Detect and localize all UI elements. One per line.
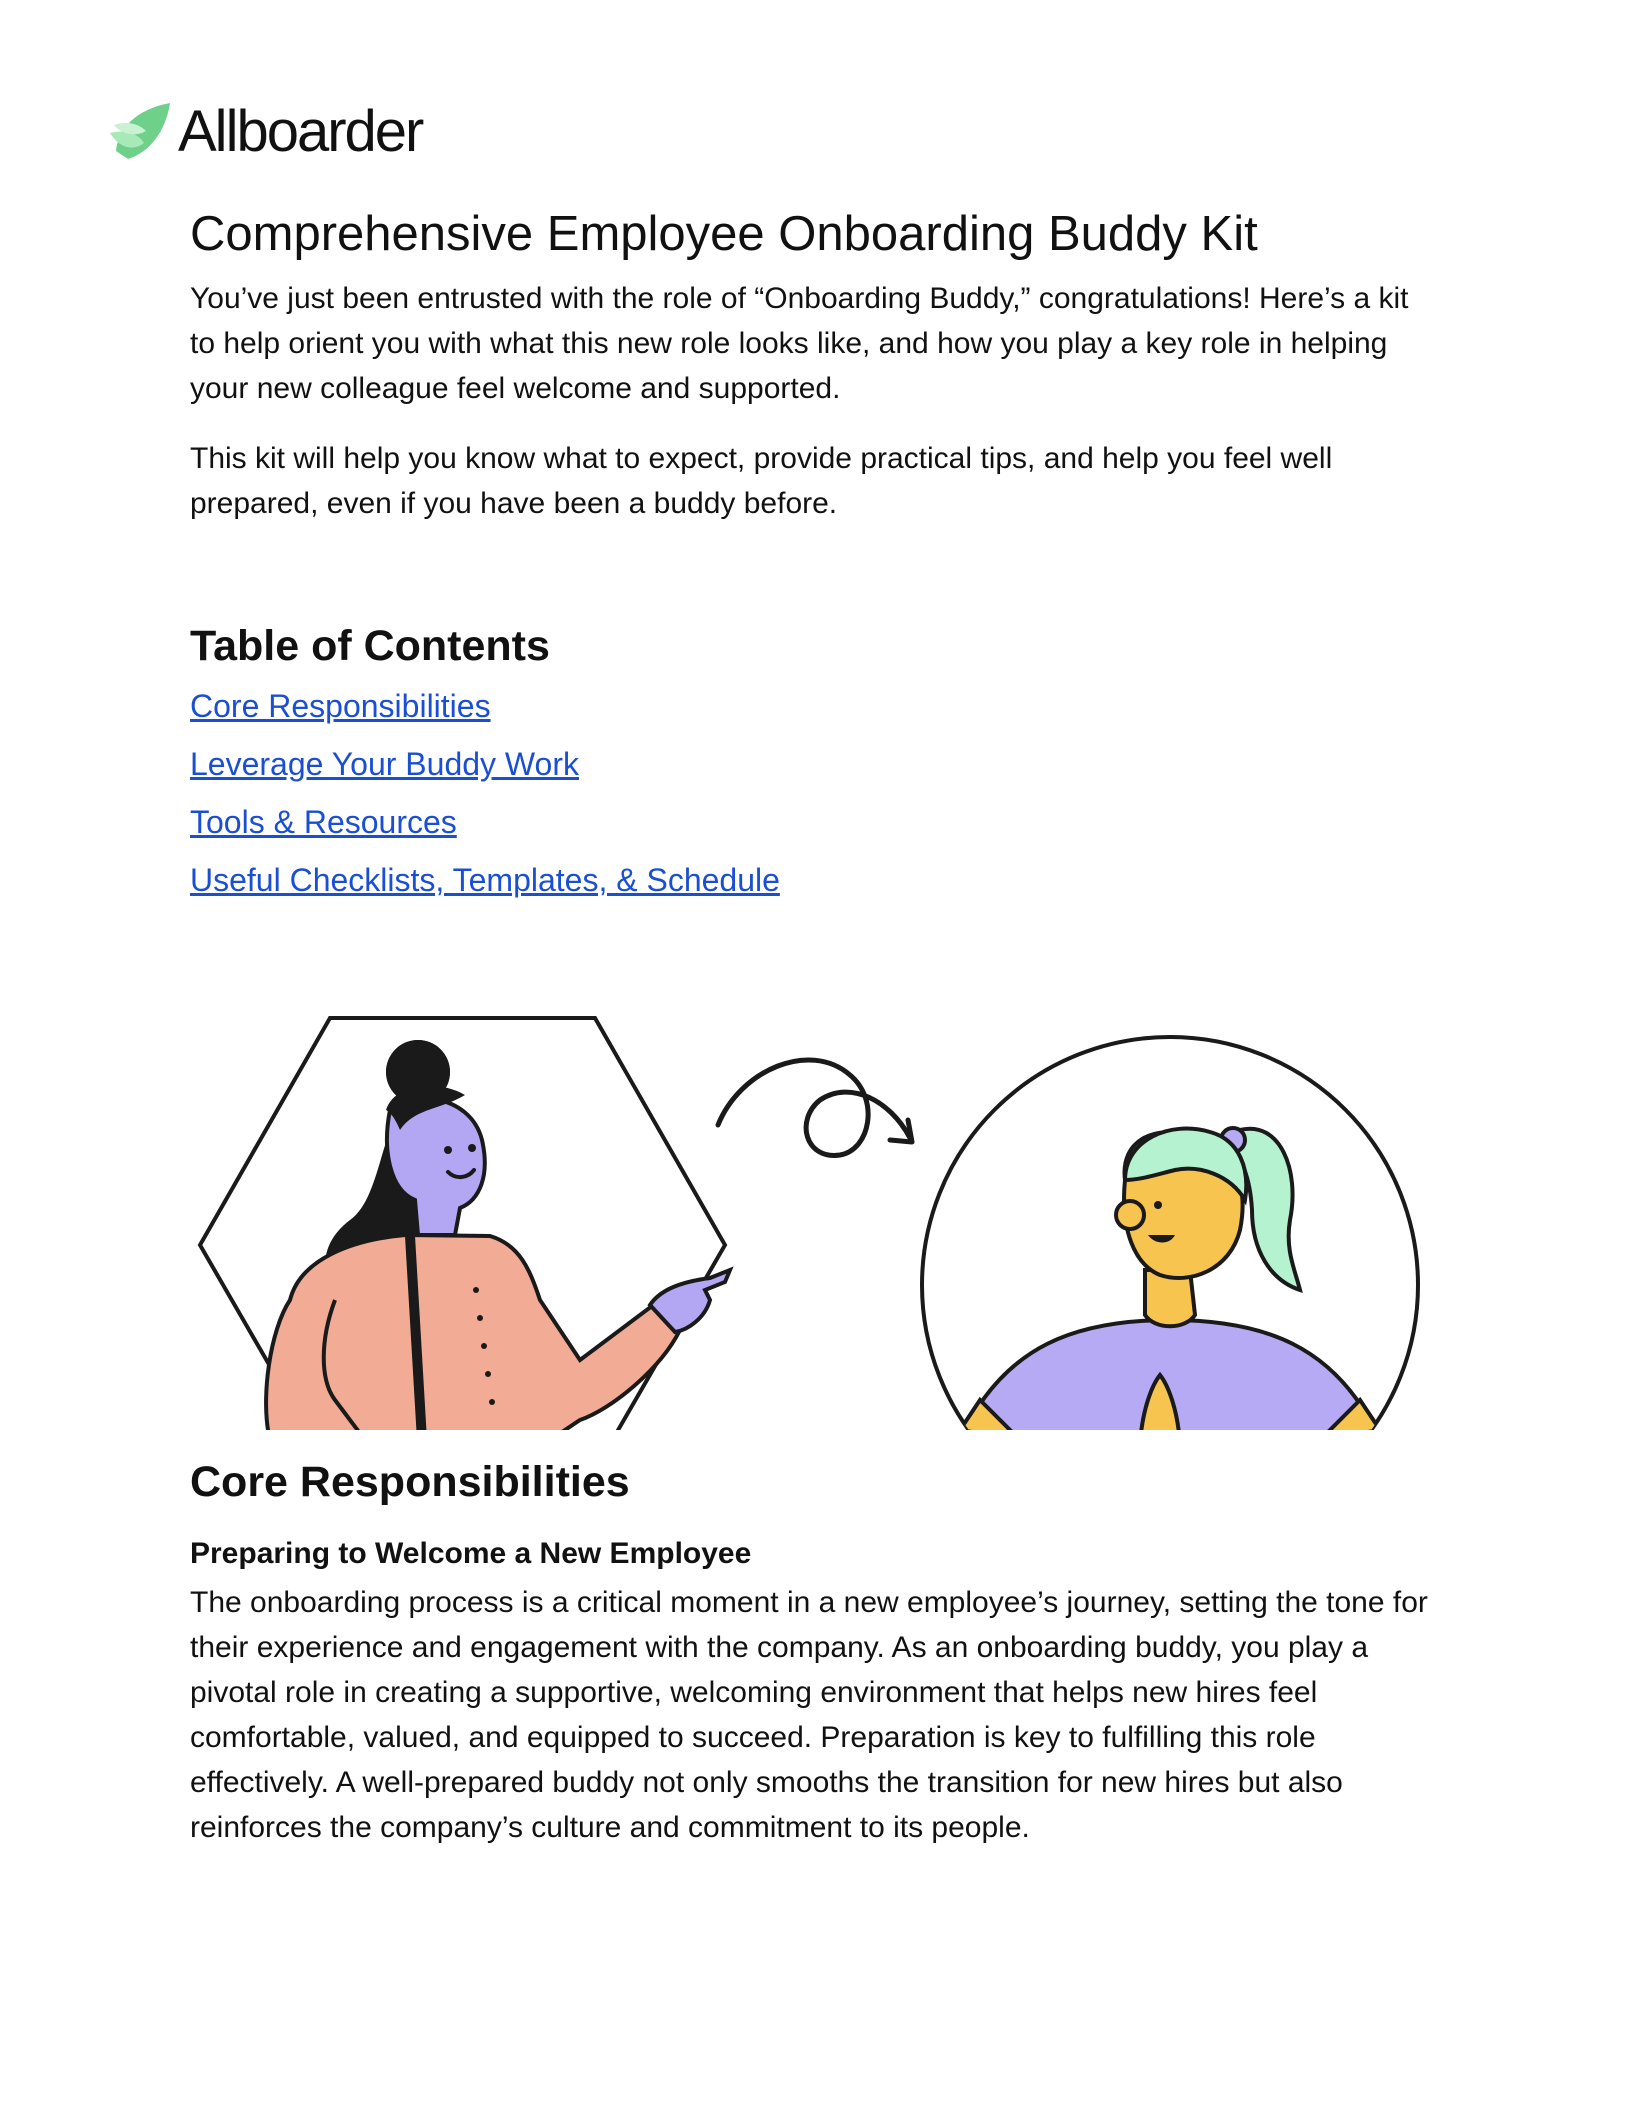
curly-arrow-icon bbox=[718, 1060, 910, 1155]
intro-paragraph-2: This kit will help you know what to expect, provide practical tips, and help you feel well prepared, even if you have been a buddy before. bbox=[190, 442, 1333, 520]
brand-logo bbox=[108, 96, 422, 168]
section-subheading: Preparing to Welcome a New Employee bbox=[190, 1537, 752, 1570]
onboarding-illustration bbox=[190, 1000, 1430, 1440]
toc-heading: Table of Contents bbox=[190, 622, 550, 670]
page-title: Comprehensive Employee Onboarding Buddy Kit bbox=[190, 207, 1258, 261]
toc-link-tools-resources[interactable]: Tools & Resources bbox=[190, 804, 457, 840]
toc-link-core-responsibilities[interactable]: Core Responsibilities bbox=[190, 688, 491, 724]
leaf-logo-icon bbox=[108, 99, 178, 165]
section-body: The onboarding process is a critical moment in a new employee’s journey, setting the tone for their experience and engagement with the company. As an onboarding buddy, you play a pivotal role in creating a supportive, welcoming environment that helps new hires feel comfortable, valued, and equipped to succeed. Preparation is key to fulfilling this role effectively. A well-prepared buddy not only smooths the transition for new hires but also reinforces the company’s culture and commitment to its people. bbox=[190, 1586, 1428, 1844]
intro-paragraph-1: You’ve just been entrusted with the role of “Onboarding Buddy,” congratulations! Here’s a kit to help orient you with what this new role looks like, and how you play a key role in helping your new colleague feel welcome and supported. bbox=[190, 282, 1409, 405]
toc-link-leverage-buddy-work[interactable]: Leverage Your Buddy Work bbox=[190, 746, 579, 782]
new-hire-illustration bbox=[922, 1037, 1418, 1440]
brand-name: Allboarder bbox=[178, 99, 423, 164]
mentor-illustration bbox=[200, 1018, 730, 1440]
section-heading: Core Responsibilities bbox=[190, 1458, 630, 1506]
toc-link-checklists[interactable]: Useful Checklists, Templates, & Schedule bbox=[190, 862, 780, 898]
